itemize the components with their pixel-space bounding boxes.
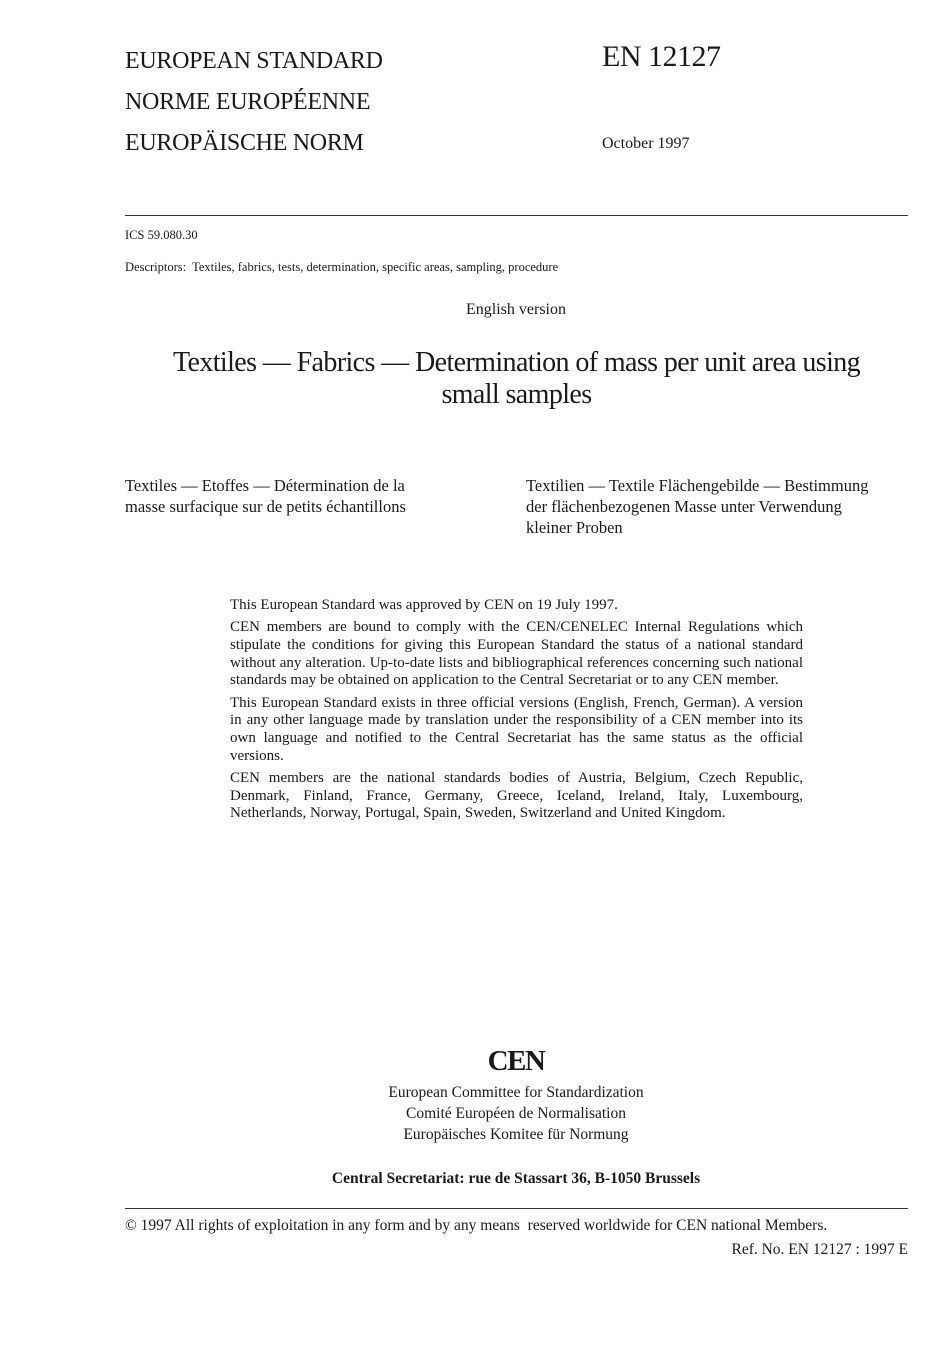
footer-divider — [125, 1208, 908, 1209]
descriptors: Descriptors: Textiles, fabrics, tests, determination, specific areas, sampling, procedure — [125, 260, 559, 274]
standard-label-en: EUROPEAN STANDARD — [125, 48, 383, 74]
standard-number: EN 12127 — [602, 40, 721, 73]
compliance-paragraph: CEN members are bound to comply with the CEN/CENELEC Internal Regulations which stipulate the conditions for giving this European Standard the status of a national standard without any alteration. Up-to-date lists and bibliographical references concerning such national standards may be obtained on application to the Central Secretariat or to any CEN member. — [230, 619, 803, 689]
cen-names — [0, 1082, 950, 1145]
ics-code: ICS 59.080.30 — [125, 228, 198, 242]
cen-name-fr: Comité Européen de Normalisation — [406, 1105, 626, 1122]
central-secretariat: Central Secretariat: rue de Stassart 36, B-1050 Brussels — [331, 1170, 701, 1187]
standard-label-fr: NORME EUROPÉENNE — [125, 89, 371, 115]
french-title — [125, 475, 465, 517]
document-title — [125, 347, 908, 411]
cen-name-de: Europäisches Komitee für Normung — [403, 1126, 629, 1143]
header-divider — [125, 215, 908, 216]
cen-logo: CEN — [487, 1045, 545, 1077]
version-label: English version — [466, 301, 566, 318]
german-title-line: kleiner Proben — [526, 518, 623, 537]
versions-paragraph: This European Standard exists in three official versions (English, French, German). A version in any other language made by translation under the responsibility of a CEN member into its own language and notified to the Central Secretariat has the same status as the official versions. — [230, 694, 803, 764]
german-title-line: Textilien — Textile Flächengebilde — Bestimmung — [526, 476, 869, 495]
members-paragraph: CEN members are the national standards bodies of Austria, Belgium, Czech Republic, Denmark, Finland, France, Germany, Greece, Iceland, Ireland, Italy, Luxembourg, Netherlands, Norway, Portugal, Spain, Sweden, Switzerland and United Kingdom. — [230, 769, 803, 822]
approval-notice — [230, 597, 803, 827]
german-title — [526, 475, 916, 538]
french-title-line: masse surfacique sur de petits échantillons — [125, 497, 406, 516]
title-line-2: small samples — [441, 379, 592, 410]
french-title-line: Textiles — Etoffes — Détermination de la — [125, 476, 405, 495]
publication-date: October 1997 — [602, 135, 690, 152]
reference-number: Ref. No. EN 12127 : 1997 E — [731, 1241, 908, 1258]
title-line-1: Textiles — Fabrics — Determination of mass per unit area using — [172, 347, 861, 378]
standard-label-de: EUROPÄISCHE NORM — [125, 130, 364, 156]
cen-name-en: European Committee for Standardization — [388, 1084, 644, 1101]
german-title-line: der flächenbezogenen Masse unter Verwendung — [526, 497, 842, 516]
approval-paragraph: This European Standard was approved by CEN on 19 July 1997. — [230, 597, 618, 613]
copyright-notice: © 1997 All rights of exploitation in any form and by any means reserved worldwide for CEN national Members. — [125, 1217, 828, 1234]
